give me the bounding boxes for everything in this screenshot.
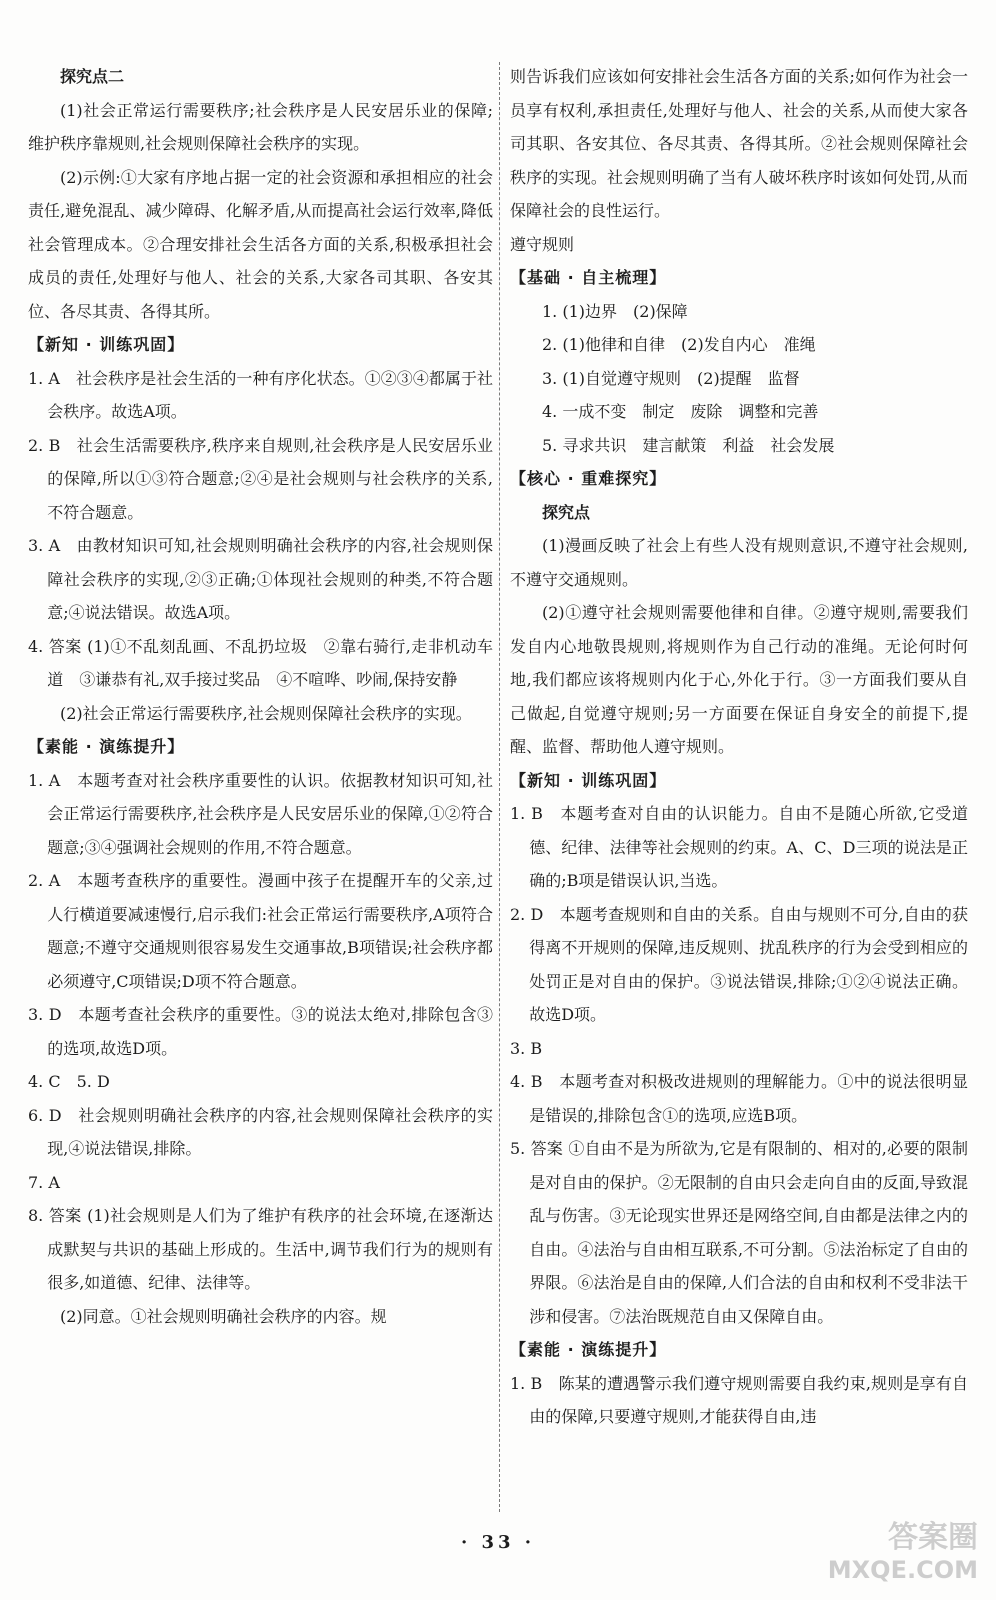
left-column [28,60,493,1333]
paragraph: (2)示例:①大家有序地占据一定的社会资源和承担相应的社会责任,避免混乱、减少障碍、化解矛盾,从而提高社会运行效率,降低社会管理成本。②合理安排社会生活各方面的关系,积极承担社会成员的责任,处理好与他人、社会的关系,大家各司其职、各安其位、各尽其责、各得其所。 [28,167,493,321]
answer-item: 7. A [28,1172,60,1192]
section-heading: 【新知 · 训练巩固】 [28,335,185,354]
site-watermark [803,1512,978,1582]
right-column [510,60,968,1434]
watermark-url: MXQE.COM [827,1556,978,1584]
answer-item: 8. 答案 (1)社会规则是人们为了维护有秩序的社会环境,在逐渐达成默契与共识的基础上形成的。生活中,调节我们行为的规则有很多,如道德、纪律、法律等。 [28,1206,493,1292]
answer-item: 3. B [510,1038,543,1058]
list-item: 3. (1)自觉遵守规则 (2)提醒 监督 [542,368,800,388]
section-heading: 【新知 · 训练巩固】 [510,770,667,790]
watermark-logo-text: 答案圈 [888,1520,978,1555]
answer-item: 1. B 陈某的遭遇警示我们遵守规则需要自我约束,规则是享有自由的保障,只要遵守规则,才能获得自由,违 [510,1373,968,1426]
answer-item: 1. B 本题考查对自由的认识能力。自由不是随心所欲,它受道德、纪律、法律等社会规则的约束。A、C、D三项的说法是正确的;B项是错误认识,当选。 [510,804,968,890]
answer-item: 3. A 由教材知识可知,社会规则明确社会秩序的内容,社会规则保障社会秩序的实现,②③正确;①体现社会规则的种类,不符合题意;④说法错误。故选A项。 [28,536,493,622]
subheading: 遵守规则 [510,234,575,254]
column-divider [499,62,500,1512]
paragraph: 则告诉我们应该如何安排社会生活各方面的关系;如何作为社会一员享有权利,承担责任,处理好与他人、社会的关系,从而使大家各司其职、各安其位、各尽其责、各得其所。②社会规则保障社会秩序的实现。社会规则明确了当有人破坏秩序时该如何处罚,从而保障社会的良性运行。 [510,67,968,220]
answer-item: 6. D 社会规则明确社会秩序的内容,社会规则保障社会秩序的实现,④说法错误,排除。 [28,1105,493,1158]
page-number: · 33 · [460,1532,536,1553]
section-heading: 【素能 · 演练提升】 [28,737,185,756]
paragraph: (1)社会正常运行需要秩序;社会秩序是人民安居乐业的保障;维护秩序靠规则,社会规则保障社会秩序的实现。 [28,100,493,153]
list-item: 4. 一成不变 制定 废除 调整和完善 [542,402,819,421]
paragraph: (2)同意。①社会规则明确社会秩序的内容。规 [60,1306,387,1326]
subheading: 探究点 [542,502,591,522]
list-item: 1. (1)边界 (2)保障 [542,301,688,321]
paragraph: (1)漫画反映了社会上有些人没有规则意识,不遵守社会规则,不遵守交通规则。 [510,536,968,589]
answer-item: 4. 答案 (1)①不乱刻乱画、不乱扔垃圾 ②靠右骑行,走非机动车道 ③谦恭有礼,双手接过奖品 ④不喧哗、吵闹,保持安静 [28,636,493,689]
answer-item: 5. 答案 ①自由不是为所欲为,它是有限制的、相对的,必要的限制是对自由的保护。②无限制的自由只会走向自由的反面,导致混乱与伤害。③无论现实世界还是网络空间,自由都是法律之内的自由。④法治与自由相互联系,不可分割。⑤法治标定了自由的界限。⑥法治是自由的保障,人们合法的自由和权利不受非法干涉和侵害。⑦法治既规范自由又保障自由。 [510,1139,968,1326]
answer-item: 4. B 本题考查对积极改进规则的理解能力。①中的说法很明显是错误的,排除包含①的选项,应选B项。 [510,1072,968,1125]
section-heading: 【素能 · 演练提升】 [510,1340,667,1359]
paragraph: (2)社会正常运行需要秩序,社会规则保障社会秩序的实现。 [60,703,472,723]
list-item: 2. (1)他律和自律 (2)发自内心 准绳 [542,335,816,354]
answer-item: 3. D 本题考查社会秩序的重要性。③的说法太绝对,排除包含③的选项,故选D项。 [28,1005,493,1058]
answer-item: 1. A 社会秩序是社会生活的一种有序化状态。①②③④都属于社会秩序。故选A项。 [28,368,493,421]
subheading: 探究点二 [60,67,125,86]
section-heading: 【基础 · 自主梳理】 [510,268,667,287]
answer-item: 4. C 5. D [28,1072,110,1091]
answer-item: 2. A 本题考查秩序的重要性。漫画中孩子在提醒开车的父亲,过人行横道要减速慢行,启示我们:社会正常运行需要秩序,A项符合题意;不遵守交通规则很容易发生交通事故,B项错误;社会秩序都必须遵守,C项错误;D项不符合题意。 [28,871,493,991]
section-heading: 【核心 · 重难探究】 [510,469,667,488]
answer-item: 2. B 社会生活需要秩序,秩序来自规则,社会秩序是人民安居乐业的保障,所以①③符合题意;②④是社会规则与社会秩序的关系,不符合题意。 [28,435,493,522]
answer-item: 1. A 本题考查对社会秩序重要性的认识。依据教材知识可知,社会正常运行需要秩序,社会秩序是人民安居乐业的保障,①②符合题意;③④强调社会规则的作用,不符合题意。 [28,770,493,857]
list-item: 5. 寻求共识 建言献策 利益 社会发展 [542,435,835,455]
answer-item: 2. D 本题考查规则和自由的关系。自由与规则不可分,自由的获得离不开规则的保障,违反规则、扰乱秩序的行为会受到相应的处罚正是对自由的保护。③说法错误,排除;①②④说法正确。故选D项。 [510,904,968,1024]
paragraph: (2)①遵守社会规则需要他律和自律。②遵守规则,需要我们发自内心地敬畏规则,将规则作为自己行动的准绳。无论何时何地,我们都应该将规则内化于心,外化于行。③一方面我们要从自己做起,自觉遵守规则;另一方面要在保证自身安全的前提下,提醒、监督、帮助他人遵守规则。 [510,603,968,756]
